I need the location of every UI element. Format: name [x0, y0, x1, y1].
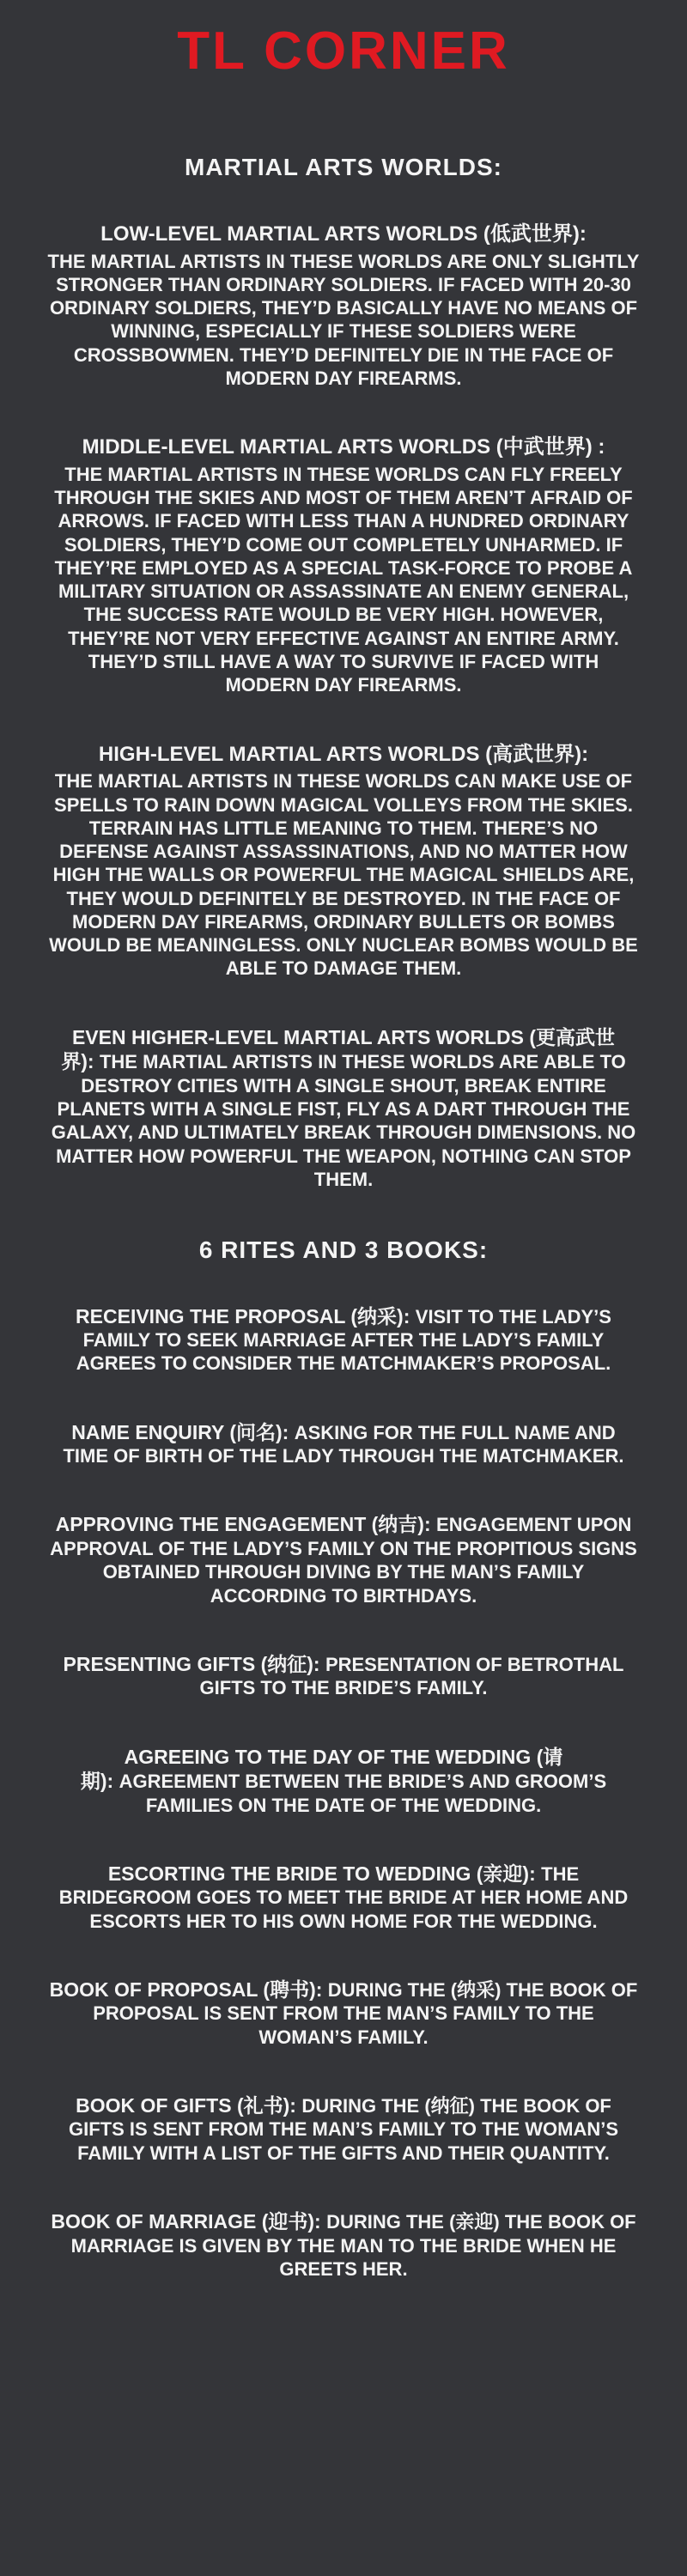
entry: [47, 2093, 640, 2165]
entry-heading: AGREEING TO THE DAY OF THE WEDDING (请期):: [80, 1745, 563, 1793]
entry: [47, 1025, 640, 1191]
entry-body: THE MARTIAL ARTISTS IN THESE WORLDS CAN FLY FREELY THROUGH THE SKIES AND MOST OF THEM AREN’T AFRAID OF ARROWS. IF FACED WITH LESS THAN A HUNDRED ORDINARY SOLDIERS, THEY’D COME OUT COMPLETELY UNHARMED. IF THEY’RE EMPLOYED AS A SPECIAL TASK-FORCE TO PROBE A MILITARY SITUATION OR ASSASSINATE AN ENEMY GENERAL, THE SUCCESS RATE WOULD BE VERY HIGH. HOWEVER, THEY’RE NOT VERY EFFECTIVE AGAINST AN ENTIRE ARMY. THEY’D STILL HAVE A WAY TO SURVIVE IF FACED WITH MODERN DAY FIREARMS.: [54, 463, 633, 696]
entry-body: PRESENTATION OF BETROTHAL GIFTS TO THE BRIDE’S FAMILY.: [199, 1653, 624, 1699]
entry-heading: ESCORTING THE BRIDE TO WEDDING (亲迎):: [107, 1862, 536, 1885]
entry: [47, 1652, 640, 1700]
entry-body: ENGAGEMENT UPON APPROVAL OF THE LADY’S FAMILY ON THE PROPITIOUS SIGNS OBTAINED THROUGH DIVING BY THE MAN’S FAMILY ACCORDING TO BIRTHDAYS.: [50, 1514, 637, 1607]
entry: [47, 1420, 640, 1468]
entry: [47, 1978, 640, 2049]
entry-heading: BOOK OF GIFTS (礼书):: [76, 2093, 296, 2117]
entry: [47, 1512, 640, 1607]
entry-heading: RECEIVING THE PROPOSAL (纳采):: [76, 1304, 410, 1327]
entry-heading: APPROVING THE ENGAGEMENT (纳吉):: [55, 1513, 431, 1536]
page-title: TL CORNER: [177, 21, 510, 81]
entry-body: DURING THE (纳采) THE BOOK OF PROPOSAL IS SENT FROM THE MAN’S FAMILY TO THE WOMAN’S FAMILY.: [93, 1978, 638, 2048]
entry-heading: BOOK OF PROPOSAL (聘书):: [49, 1978, 323, 2001]
sections-container: [0, 153, 687, 2281]
section-heading: 6 RITES AND 3 BOOKS:: [198, 1236, 489, 1264]
entry-body: THE BRIDEGROOM GOES TO MEET THE BRIDE AT HER HOME AND ESCORTS HER TO HIS OWN HOME FOR THE WEDDING.: [58, 1862, 629, 1932]
section-heading: MARTIAL ARTS WORLDS:: [185, 154, 502, 181]
entry-body: THE MARTIAL ARTISTS IN THESE WORLDS ARE ABLE TO DESTROY CITIES WITH A SINGLE SHOUT, BREAK ENTIRE PLANETS WITH A SINGLE FIST, FLY AS A DART THROUGH THE GALAXY, AND ULTIMATELY BREAK THROUGH DIMENSIONS. NO MATTER HOW POWERFUL THE WEAPON, NOTHING CAN STOP THEM.: [51, 1051, 636, 1190]
entry-heading: LOW-LEVEL MARTIAL ARTS WORLDS (低武世界):: [100, 222, 587, 246]
section: [0, 153, 687, 1191]
entry: [47, 1862, 640, 1933]
entry: [47, 222, 640, 390]
entry-heading: EVEN HIGHER-LEVEL MARTIAL ARTS WORLDS (更高武世界):: [61, 1025, 616, 1073]
entry-body: AGREEMENT BETWEEN THE BRIDE’S AND GROOM’S FAMILIES ON THE DATE OF THE WEDDING.: [119, 1771, 607, 1816]
entry: [47, 1745, 640, 1817]
entry-heading: HIGH-LEVEL MARTIAL ARTS WORLDS (高武世界):: [98, 742, 589, 766]
entry-body: THE MARTIAL ARTISTS IN THESE WORLDS ARE ONLY SLIGHTLY STRONGER THAN ORDINARY SOLDIERS. IF FACED WITH 20-30 ORDINARY SOLDIERS, THEY’D BASICALLY HAVE NO MEANS OF WINNING, ESPECIALLY IF THESE SOLDIERS WERE CROSSBOWMEN. THEY’D DEFINITELY DIE IN THE FACE OF MODERN DAY FIREARMS.: [47, 250, 640, 389]
entry-heading: NAME ENQUIRY (问名):: [71, 1420, 289, 1443]
entry-heading: BOOK OF MARRIAGE (迎书):: [51, 2209, 321, 2233]
entry-body: DURING THE (纳征) THE BOOK OF GIFTS IS SENT FROM THE MAN’S FAMILY TO THE WOMAN’S FAMILY WITH A LIST OF THE GIFTS AND THEIR QUANTITY.: [68, 2094, 619, 2164]
section: [0, 1236, 687, 2281]
entry-body: ASKING FOR THE FULL NAME AND TIME OF BIRTH OF THE LADY THROUGH THE MATCHMAKER.: [63, 1421, 624, 1467]
entry: [47, 1304, 640, 1376]
entry-body: DURING THE (亲迎) THE BOOK OF MARRIAGE IS GIVEN BY THE MAN TO THE BRIDE WHEN HE GREETS HER.: [70, 2210, 636, 2280]
entry-body: THE MARTIAL ARTISTS IN THESE WORLDS CAN MAKE USE OF SPELLS TO RAIN DOWN MAGICAL VOLLEYS FROM THE SKIES. TERRAIN HAS LITTLE MEANING TO THEM. THERE’S NO DEFENSE AGAINST ASSASSINATIONS, AND NO MATTER HOW HIGH THE WALLS OR POWERFUL THE MAGICAL SHIELDS ARE, THEY WOULD DEFINITELY BE DESTROYED. IN THE FACE OF MODERN DAY FIREARMS, ORDINARY BULLETS OR BOMBS WOULD BE MEANINGLESS. ONLY NUCLEAR BOMBS WOULD BE ABLE TO DAMAGE THEM.: [49, 770, 638, 980]
entry-heading: MIDDLE-LEVEL MARTIAL ARTS WORLDS (中武世界) :: [82, 435, 605, 459]
entry: [47, 2209, 640, 2281]
entry: [47, 742, 640, 981]
entry: [47, 434, 640, 696]
entry-heading: PRESENTING GIFTS (纳征):: [63, 1652, 320, 1675]
entry-body: VISIT TO THE LADY’S FAMILY TO SEEK MARRIAGE AFTER THE LADY’S FAMILY AGREES TO CONSIDER THE MATCHMAKER’S PROPOSAL.: [76, 1305, 611, 1375]
